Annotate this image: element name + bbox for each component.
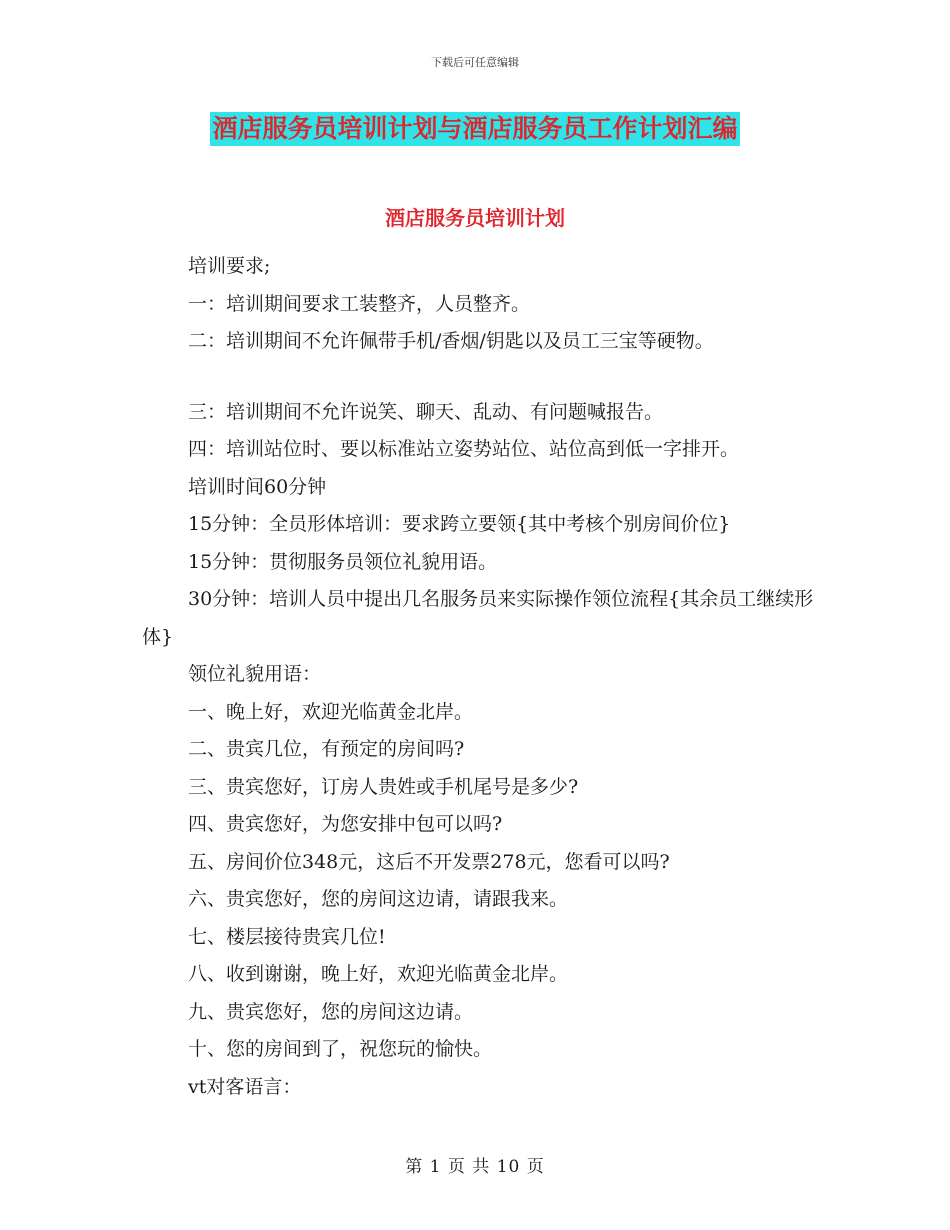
- paragraph: 三、贵宾您好，订房人贵姓或手机尾号是多少?: [188, 775, 579, 798]
- paragraph: 九、贵宾您好，您的房间这边请。: [188, 1000, 474, 1023]
- document-title-text: 酒店服务员培训计划与酒店服务员工作计划汇编: [210, 112, 739, 146]
- paragraph: 一：培训期间要求工装整齐，人员整齐。: [188, 292, 531, 315]
- section-title: 酒店服务员培训计划: [385, 206, 565, 230]
- paragraph: 五、房间价位348元，这后不开发票278元，您看可以吗?: [188, 850, 670, 873]
- paragraph: 七、楼层接待贵宾几位!: [188, 925, 386, 948]
- paragraph: 一、晚上好，欢迎光临黄金北岸。: [188, 700, 474, 723]
- paragraph: 六、贵宾您好，您的房间这边请，请跟我来。: [188, 888, 569, 910]
- paragraph: 30分钟：培训人员中提出几名服务员来实际操作领位流程{其余员工继续形体}: [142, 588, 814, 648]
- page-number: 第 1 页 共 10 页: [405, 1157, 545, 1177]
- paragraph: 二、贵宾几位，有预定的房间吗?: [188, 738, 465, 760]
- paragraph: 15分钟：全员形体培训：要求跨立要领{其中考核个别房间价位}: [188, 513, 731, 535]
- page-header: 下载后可任意编辑: [431, 56, 519, 69]
- paragraph: 培训要求;: [188, 255, 271, 277]
- paragraph-spacer: [142, 361, 814, 394]
- paragraph: 八、收到谢谢，晚上好，欢迎光临黄金北岸。: [188, 963, 569, 985]
- paragraph: 15分钟：贯彻服务员领位礼貌用语。: [188, 550, 498, 573]
- paragraph: 四：培训站位时、要以标准站立姿势站位、站位高到低一字排开。: [188, 438, 740, 460]
- paragraph: vt对客语言：: [188, 1075, 302, 1098]
- paragraph: 培训时间60分钟: [188, 475, 327, 498]
- paragraph: 领位礼貌用语：: [188, 663, 322, 685]
- document-body: [142, 248, 814, 1106]
- paragraph: 三：培训期间不允许说笑、聊天、乱动、有问题喊报告。: [188, 400, 664, 423]
- paragraph: 四、贵宾您好，为您安排中包可以吗?: [188, 813, 503, 835]
- paragraph: 二：培训期间不允许佩带手机/香烟/钥匙以及员工三宝等硬物。: [188, 330, 714, 352]
- document-title: [0, 112, 950, 146]
- paragraph: 十、您的房间到了，祝您玩的愉快。: [188, 1038, 493, 1060]
